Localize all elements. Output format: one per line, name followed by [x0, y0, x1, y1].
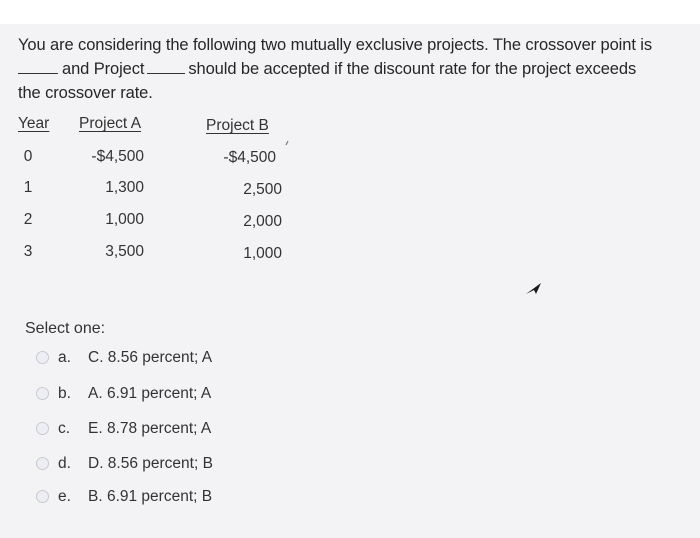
radio-unselected-icon[interactable] [36, 422, 49, 435]
question-text [18, 33, 688, 105]
option-letter: d. [58, 455, 71, 472]
option-text: E. 8.78 percent; A [88, 420, 212, 437]
table-row-project-b: 2,500 [243, 181, 282, 198]
header-project-a: Project A [79, 115, 142, 132]
table-row-project-a: 3,500 [105, 243, 144, 260]
answer-option-e[interactable] [36, 488, 216, 510]
radio-unselected-icon[interactable] [36, 490, 49, 503]
question-line-2 [18, 57, 688, 81]
option-letter: a. [58, 349, 71, 366]
table-row-project-a: 1,300 [105, 179, 144, 196]
table-row-project-a: 1,000 [105, 211, 144, 228]
answer-blank-2 [147, 57, 185, 74]
header-project-b: Project B [206, 117, 269, 134]
radio-unselected-icon[interactable] [36, 457, 49, 470]
option-letter: e. [58, 488, 71, 505]
table-row-year: 1 [23, 179, 33, 196]
option-text: D. 8.56 percent; B [88, 455, 213, 472]
table-row-project-b: -$4,500 [223, 149, 276, 166]
top-bar [0, 0, 700, 24]
question-fragment-3: should be accepted if the discount rate for the project exceeds [188, 60, 637, 78]
option-text: B. 6.91 percent; B [88, 488, 213, 505]
table-row-project-a: -$4,500 [91, 148, 144, 165]
table-row-project-b: 1,000 [243, 245, 282, 262]
answer-option-b[interactable] [36, 385, 216, 407]
table-row-year: 2 [23, 211, 33, 228]
question-line-1: You are considering the following two mutually exclusive projects. The crossover point is [18, 36, 653, 54]
question-line-3: the crossover rate. [18, 84, 153, 102]
answer-option-d[interactable] [36, 455, 216, 477]
answer-blank-1 [18, 57, 58, 74]
mark-icon [285, 140, 289, 146]
option-text: C. 8.56 percent; A [88, 349, 213, 366]
mouse-pointer-icon [525, 282, 543, 296]
table-row-year: 0 [23, 148, 33, 165]
table-row-project-b: 2,000 [243, 213, 282, 230]
option-letter: b. [58, 385, 71, 402]
answer-option-a[interactable] [36, 349, 216, 371]
table-row-year: 3 [23, 243, 33, 260]
select-one-label: Select one: [25, 320, 106, 337]
radio-unselected-icon[interactable] [36, 351, 49, 364]
answer-option-c[interactable] [36, 420, 216, 442]
radio-unselected-icon[interactable] [36, 387, 49, 400]
header-year: Year [18, 115, 50, 132]
option-letter: c. [58, 420, 71, 437]
option-text: A. 6.91 percent; A [88, 385, 212, 402]
question-fragment-2: and Project [62, 60, 145, 78]
